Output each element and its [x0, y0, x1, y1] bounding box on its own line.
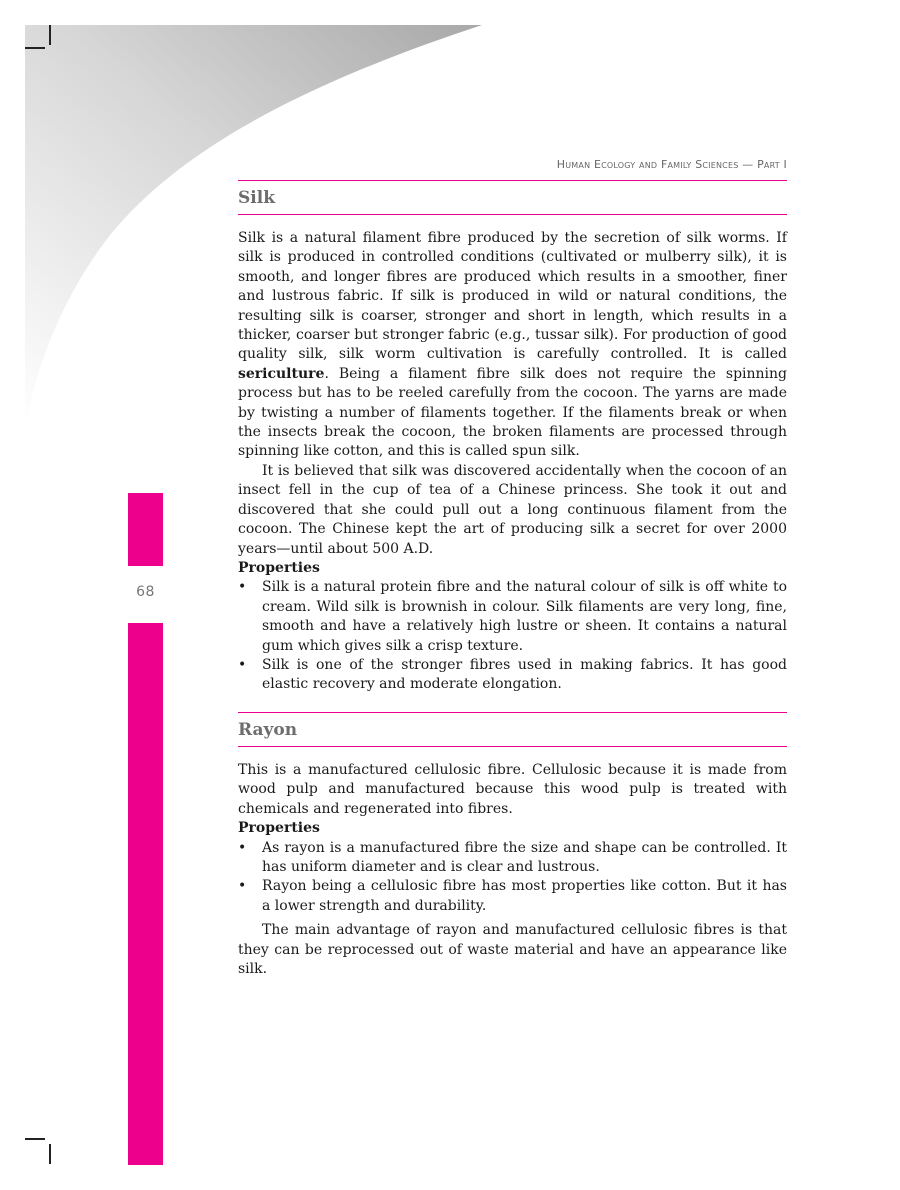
header-rule	[238, 180, 787, 181]
page-number: 68	[136, 584, 155, 600]
side-bar-lower	[128, 623, 163, 1165]
silk-para1-text-cont: . Being a filament fibre silk does not require the spinning process but has to be reeled carefully from the cocoon. The yarns are made by twisting a number of filaments together. If the filaments break or when the insects break the cocoon, the broken filaments are processed through spinning like cotton, and this is called spun silk.	[238, 365, 787, 460]
list-item	[238, 839, 787, 878]
list-item-text: Silk is a natural protein fibre and the natural colour of silk is off white to cream. Wild silk is brownish in colour. Silk filaments are very long, fine, smooth and have a relatively high lustre or sheen. It contains a natural gum which gives silk a crisp texture.	[262, 579, 787, 654]
rayon-properties-list	[238, 839, 787, 917]
silk-body	[238, 229, 787, 695]
rayon-top-rule	[238, 712, 787, 713]
silk-properties-label: Properties	[238, 559, 320, 576]
rayon-closing: The main advantage of rayon and manufactured cellulosic fibres is that they can be reprocessed out of waste material and have an appearance like silk.	[238, 922, 787, 978]
crop-mark-bottom-left-h	[25, 1138, 45, 1140]
bullet-icon: •	[238, 579, 247, 596]
crop-mark-bottom-left-v	[49, 1144, 51, 1164]
running-head: Human Ecology and Family Sciences — Part I	[556, 158, 787, 171]
list-item	[238, 656, 787, 695]
list-item-text: Silk is one of the stronger fibres used in making fabrics. It has good elastic recovery and moderate elongation.	[262, 656, 787, 693]
silk-properties-list	[238, 578, 787, 694]
crop-mark-top-left-h	[25, 47, 45, 49]
list-item	[238, 578, 787, 656]
rayon-heading-rule	[238, 746, 787, 747]
bullet-icon: •	[238, 839, 247, 856]
silk-paragraph-2: It is believed that silk was discovered accidentally when the cocoon of an insect fell in the cup of tea of a Chinese princess. She took it out and discovered that she could pull out a long continuous filament from the cocoon. The Chinese kept the art of producing silk a secret for over 2000 years—until about 500 A.D.	[238, 462, 787, 557]
rayon-intro: This is a manufactured cellulosic fibre. Cellulosic because it is made from wood pulp and manufactured because this wood pulp is treated with chemicals and regenerated into fibres.	[238, 762, 787, 817]
list-item-text: Rayon being a cellulosic fibre has most properties like cotton. But it has a lower strength and durability.	[262, 878, 787, 914]
rayon-body	[238, 761, 787, 979]
silk-heading-rule	[238, 214, 787, 215]
silk-paragraph-1	[238, 229, 787, 462]
rayon-heading: Rayon	[238, 720, 298, 740]
bullet-icon: •	[238, 878, 247, 895]
list-item	[238, 877, 787, 916]
list-item-text: As rayon is a manufactured fibre the size and shape can be controlled. It has uniform diameter and is clear and lustrous.	[262, 839, 787, 876]
rayon-properties-label: Properties	[238, 820, 320, 837]
sericulture-term: sericulture	[238, 365, 325, 382]
silk-para1-text: Silk is a natural filament fibre produced by the secretion of silk worms. If silk is produced in controlled conditions (cultivated or mulberry silk), it is smooth, and longer fibres are produced which results in a smoother, finer and lustrous fabric. If silk is produced in wild or natural conditions, the resulting silk is coarser, stronger and short in length, which results in a thicker, coarser but stronger fabric (e.g., tussar silk). For production of good quality silk, silk worm cultivation is carefully controlled. It is called	[238, 230, 787, 363]
side-bar-upper	[128, 493, 163, 566]
silk-heading: Silk	[238, 188, 275, 208]
bullet-icon: •	[238, 656, 247, 673]
crop-mark-top-left-v	[49, 25, 51, 45]
